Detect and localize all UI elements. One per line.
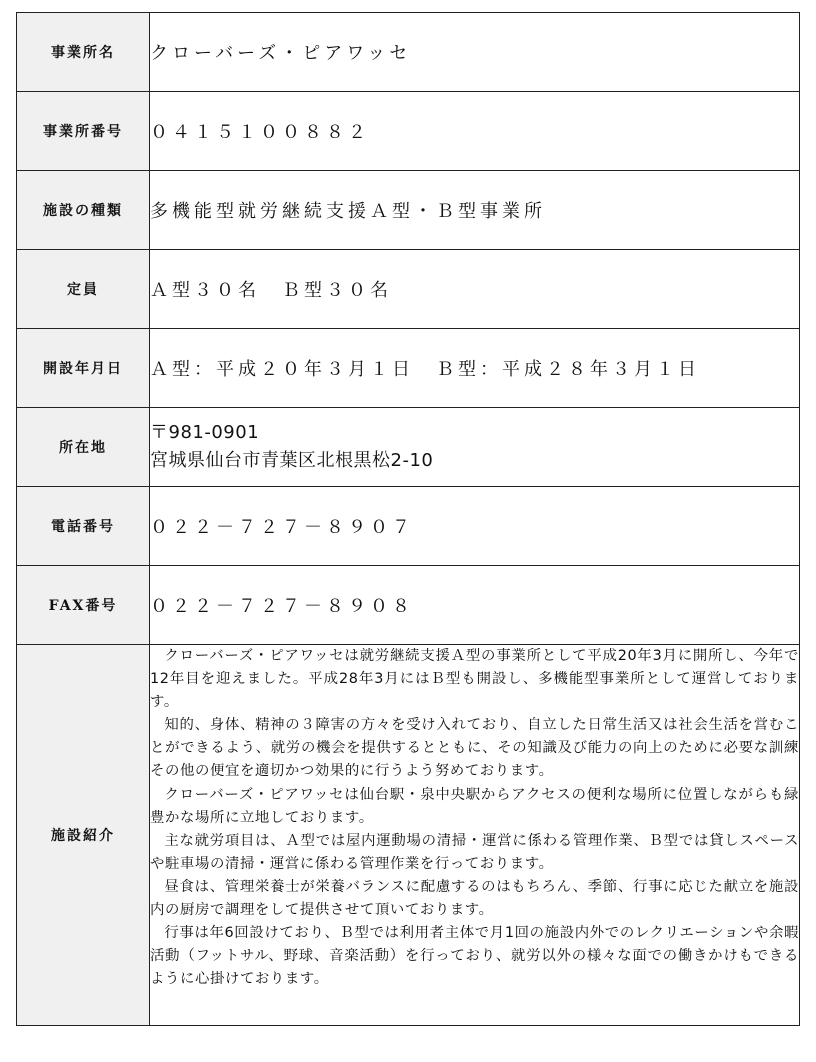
row-phone [17,487,800,566]
row-address [17,408,800,487]
facility-number-value: ０４１５１００８８２ [150,92,800,171]
row-facility-intro [17,645,800,1026]
phone-label: 電話番号 [17,487,150,566]
facility-type-label: 施設の種類 [17,171,150,250]
fax-label: FAX番号 [17,566,150,645]
intro-paragraph: 行事は年6回設けており、Ｂ型では利用者主体で月1回の施設内外でのレクリエーションや余暇活動（フットサル、野球、音楽活動）を行っており、就労以外の様々な面での働きかけもできるように心掛けております。 [150,925,799,988]
facility-name-label: 事業所名 [17,13,150,92]
capacity-label: 定員 [17,250,150,329]
fax-value: ０２２－７２７－８９０８ [150,566,800,645]
phone-value: ０２２－７２７－８９０７ [150,487,800,566]
intro-paragraph: 昼食は、管理栄養士が栄養バランスに配慮するのはもちろん、季節、行事に応じた献立を施設内の厨房で調理をして提供させて頂いております。 [150,878,799,919]
facility-intro-label: 施設紹介 [17,645,150,1026]
row-facility-name [17,13,800,92]
facility-number-label: 事業所番号 [17,92,150,171]
address-value [150,408,800,487]
intro-paragraph: 主な就労項目は、Ａ型では屋内運動場の清掃・運営に係わる管理作業、Ｂ型では貸しスペースや駐車場の清掃・運営に係わる管理作業を行っております。 [150,832,799,872]
address-label: 所在地 [17,408,150,487]
row-capacity [17,250,800,329]
postal-code: 〒981-0901 [150,422,260,443]
row-facility-type [17,171,800,250]
street-address: 宮城県仙台市青葉区北根黒松2-10 [150,450,434,471]
facility-type-value: 多機能型就労継続支援Ａ型・Ｂ型事業所 [150,171,800,250]
facility-intro-text [150,645,800,1026]
intro-paragraph: クローバーズ・ピアワッセは仙台駅・泉中央駅からアクセスの便利な場所に位置しながらも緑豊かな場所に立地しております。 [150,786,799,826]
opening-date-label: 開設年月日 [17,329,150,408]
row-fax [17,566,800,645]
row-facility-number [17,92,800,171]
row-opening-date [17,329,800,408]
facility-name-value: クローバーズ・ピアワッセ [150,13,800,92]
opening-date-value: Ａ型：平成２０年３月１日 Ｂ型：平成２８年３月１日 [150,329,800,408]
facility-info-table [16,12,800,1026]
intro-paragraph: クローバーズ・ピアワッセは就労継続支援Ａ型の事業所として平成20年3月に開所し、今年で12年目を迎えました。平成28年3月にはＢ型も開設し、多機能型事業所として運営しております。 [150,648,799,711]
capacity-value: Ａ型３０名 Ｂ型３０名 [150,250,800,329]
intro-paragraph: 知的、身体、精神の３障害の方々を受け入れており、自立した日常生活又は社会生活を営むことができるよう、就労の機会を提供するとともに、その知識及び能力の向上のために必要な訓練その他の便宜を適切かつ効果的に行うよう努めております。 [150,717,799,780]
